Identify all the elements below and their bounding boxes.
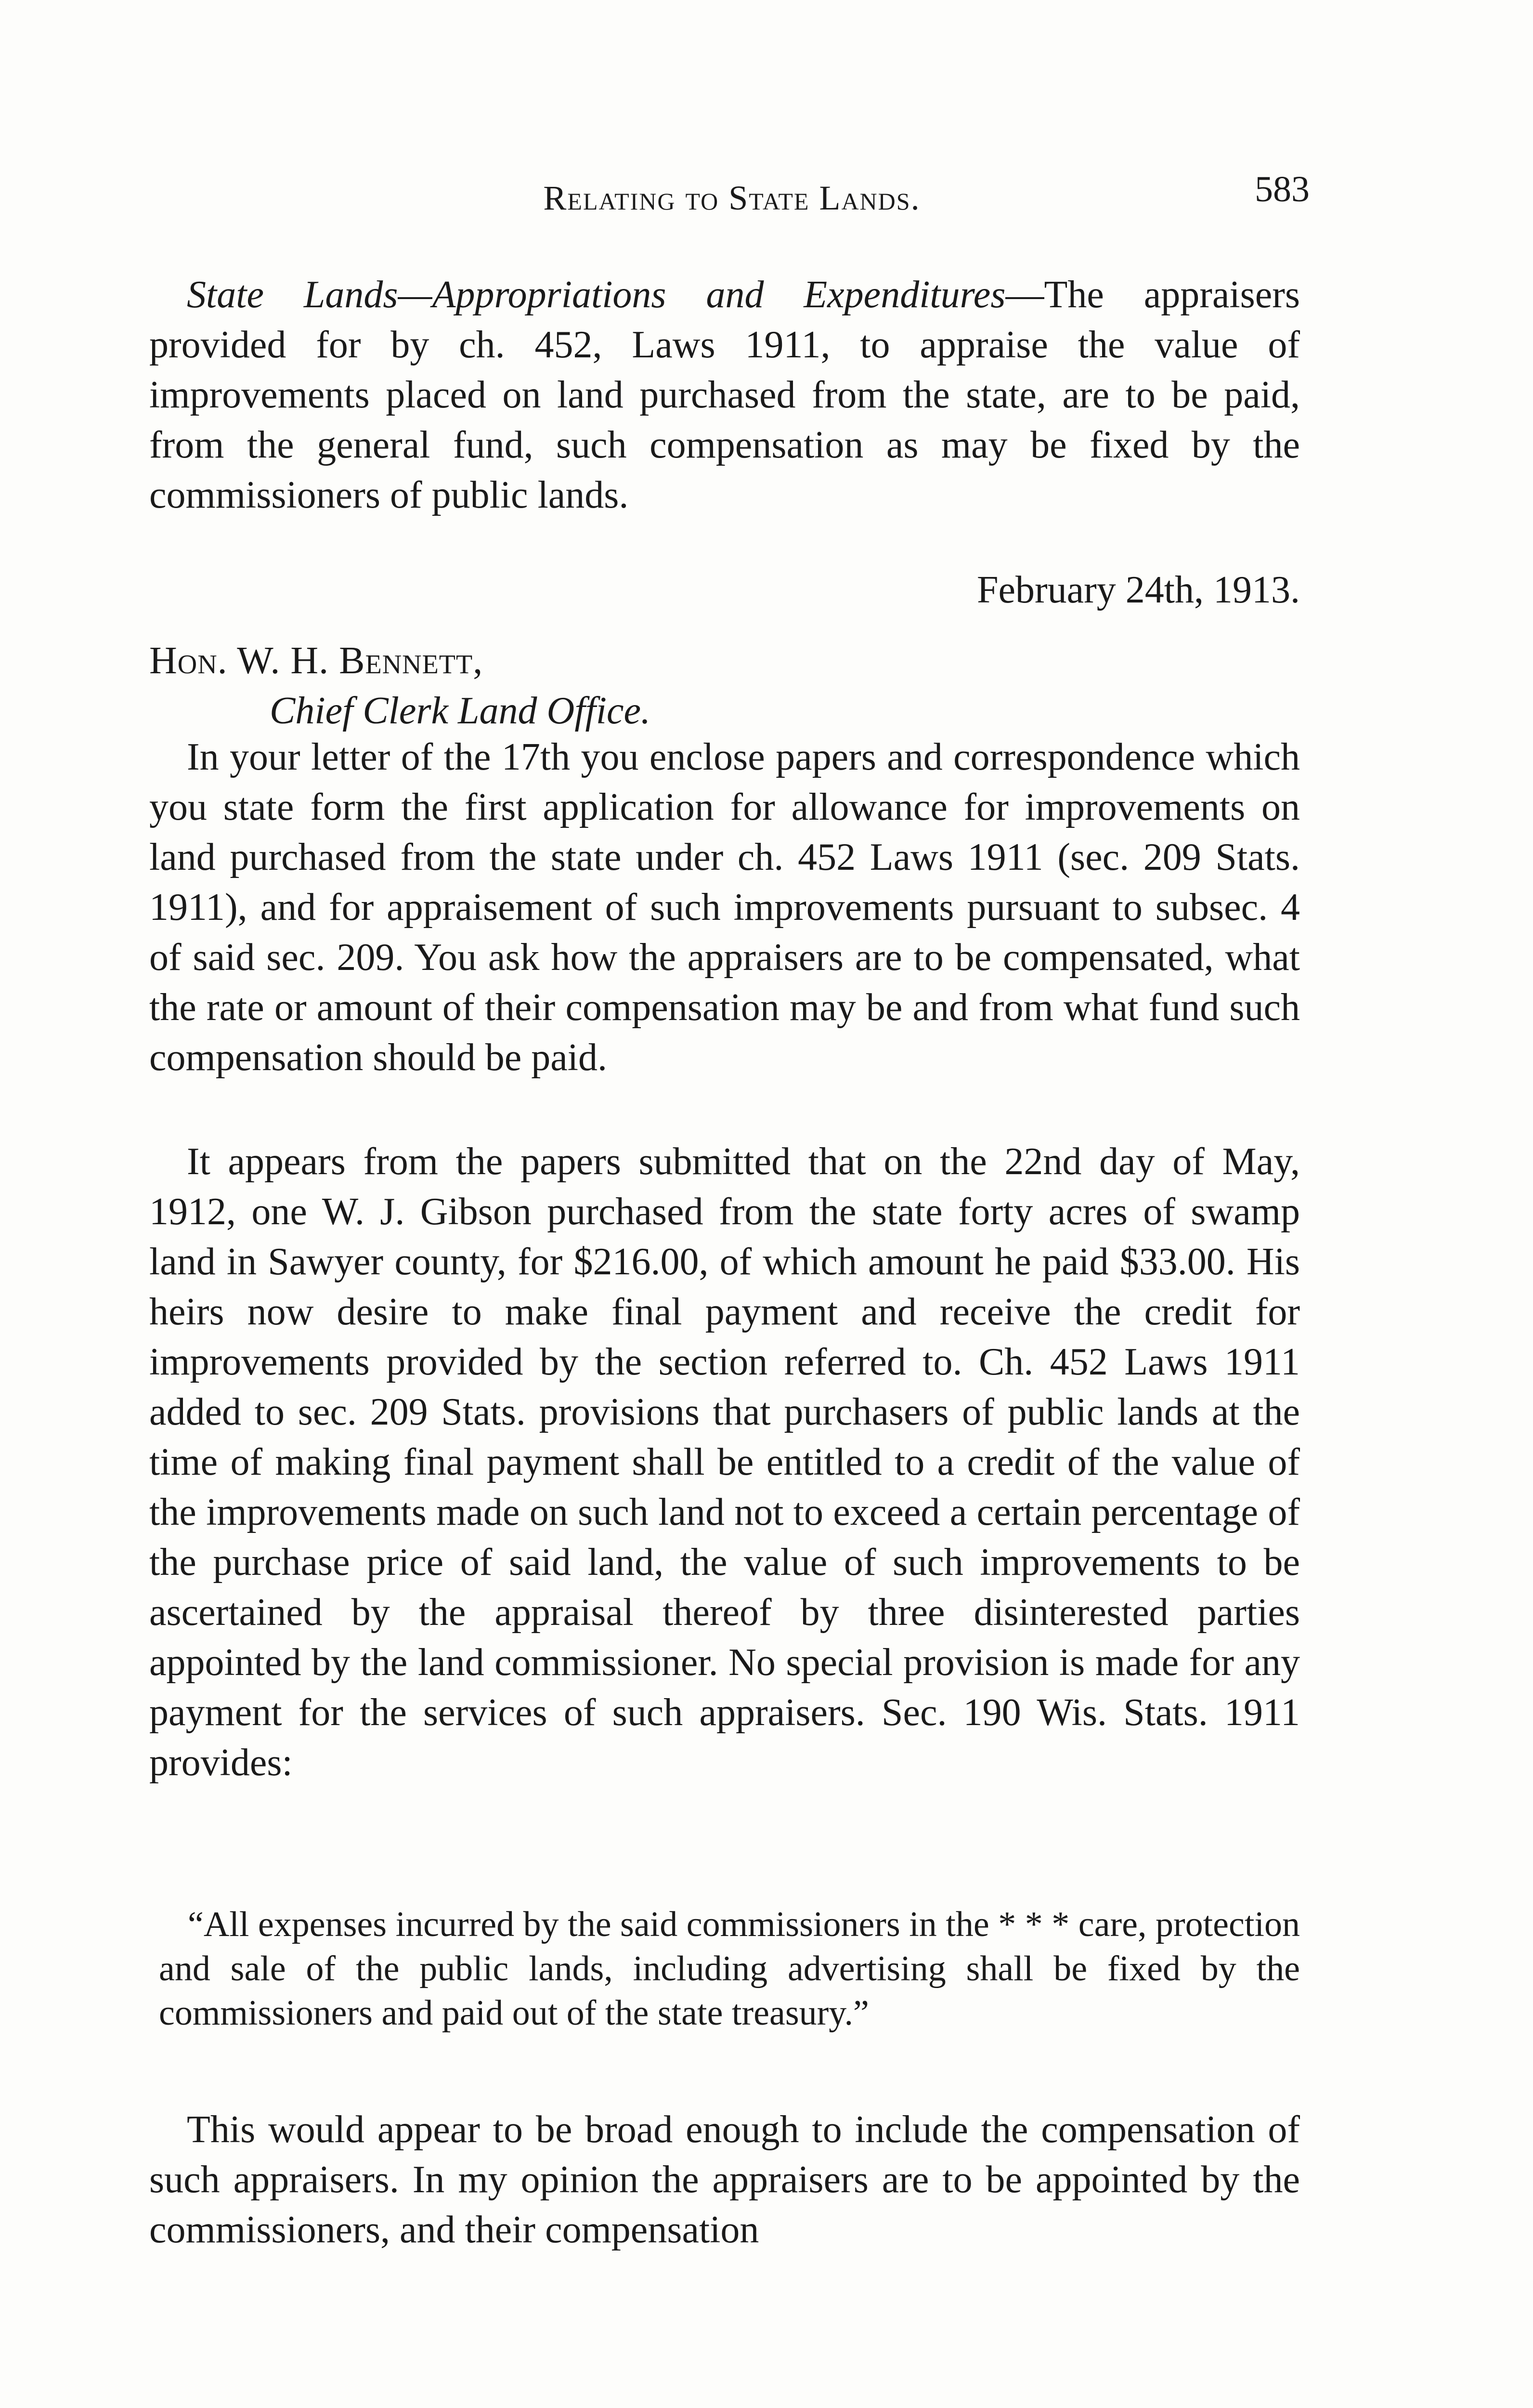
headnote-subject: State Lands—Appropriations and Expenditures — [187, 274, 1006, 316]
paragraph-2: It appears from the papers submitted that on the 22nd day of May, 1912, one W. J. Gibson purchased from the state forty acres of swamp land in Sawyer county, for $216.00, of which amount he paid $33.00. His heirs now desire to make final payment and receive the credit for improvements provided by the section referred to. Ch. 452 Laws 1911 added to sec. 209 Stats. provisions that purchasers of public lands at the time of making final payment shall be entitled to a credit of the value of the improvements made on such land not to exceed a certain percentage of the purchase price of said land, the value of such improvements to be ascertained by the appraisal thereof by three disinterested parties appointed by the land commissioner. No special provision is made for any payment for the services of such appraisers. Sec. 190 Wis. Stats. 1911 provides: — [149, 1140, 1300, 1784]
headnote-text: —The appraisers provided for by ch. 452, Laws 1911, to appraise the value of improvements placed on land purchased from the state, are to be paid, from the general fund, such compensation as may be fixed by the commissioners of public lands. — [149, 274, 1300, 516]
statute-quote: “All expenses incurred by the said commissioners in the * * * care, protection and sale of the public lands, including advertising shall be fixed by the commissioners and paid out of the state treasury.” — [159, 1905, 1300, 2033]
addressee — [149, 636, 650, 736]
running-head — [154, 169, 1310, 222]
addressee-title: Chief Clerk Land Office. — [270, 690, 651, 732]
paragraph-3: This would appear to be broad enough to include the compensation of such appraisers. In my opinion the appraisers are to be appointed by the commissioners, and their compensation — [149, 2108, 1300, 2251]
paragraph-1: In your letter of the 17th you enclose papers and correspondence which you state form the first application for allowance for improvements on land purchased from the state under ch. 452 Laws 1911 (sec. 209 Stats. 1911), and for appraisement of such improvements pursuant to subsec. 4 of said sec. 209. You ask how the appraisers are to be compensated, what the rate or amount of their compensation may be and from what fund such compensation should be paid. — [149, 736, 1300, 1079]
running-title: Relating to State Lands. — [543, 179, 921, 217]
page-number: 583 — [1255, 169, 1310, 209]
addressee-name: Hon. W. H. Bennett, — [149, 640, 483, 682]
headnote — [149, 270, 1300, 520]
letter-date: February 24th, 1913. — [976, 569, 1300, 611]
